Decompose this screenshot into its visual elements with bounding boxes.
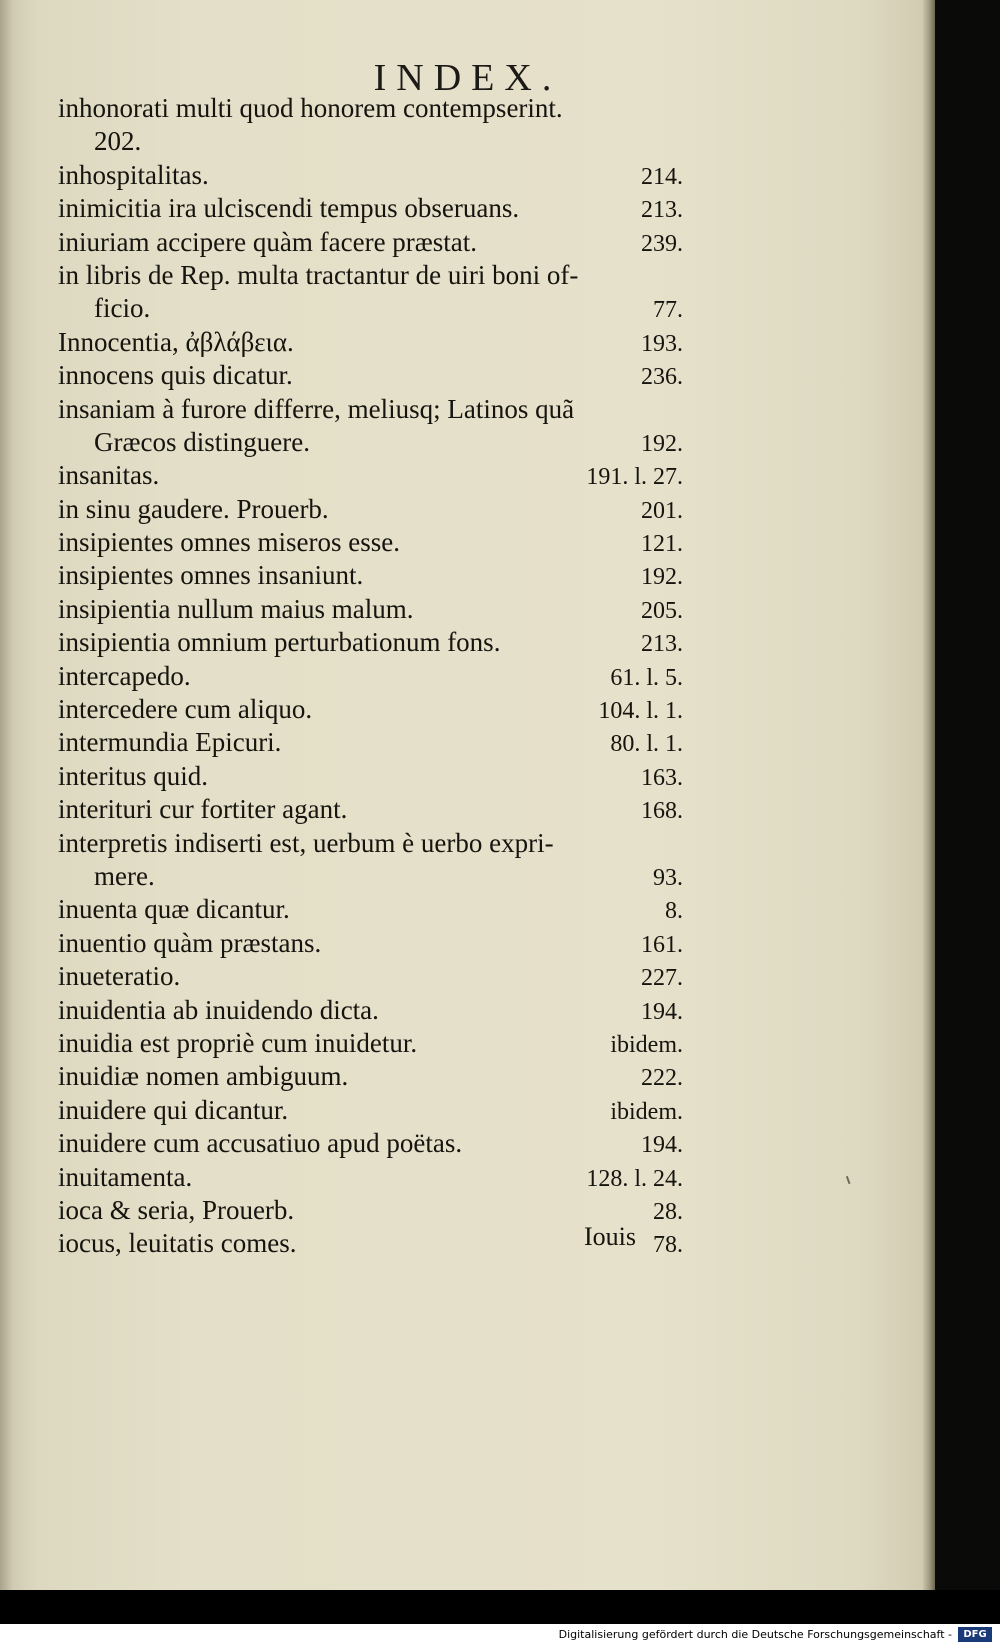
index-entry	[58, 793, 683, 826]
index-entry	[58, 393, 683, 426]
index-entry	[58, 827, 683, 860]
index-page-ref: 222.	[641, 1065, 683, 1092]
index-page-ref: 213.	[641, 197, 683, 224]
index-term: inuitamenta.	[58, 1161, 193, 1192]
index-term: inuidere qui dicantur.	[58, 1094, 289, 1125]
index-entry	[58, 359, 683, 392]
index-term: inhonorati multi quod honorem contempserint.	[58, 93, 563, 123]
index-term: intercapedo.	[58, 660, 191, 691]
index-term: intermundia Epicuri.	[58, 727, 282, 758]
index-page-ref: 61. l. 5.	[610, 664, 683, 691]
catchword: Iouis	[584, 1222, 636, 1251]
index-term: interpretis indiserti est, uerbum è uerbo expri-	[58, 827, 554, 858]
index-term: insipientia nullum maius malum.	[58, 593, 414, 624]
index-term: interitus quid.	[58, 760, 208, 791]
index-term: intercedere cum aliquo.	[58, 694, 313, 725]
index-page-ref: 201.	[641, 497, 683, 524]
index-entry	[58, 726, 683, 759]
index-term: inuentio quàm præstans.	[58, 927, 322, 958]
index-term: ficio.	[94, 293, 151, 324]
index-term: Innocentia, ἀβλάβεια.	[58, 326, 294, 357]
index-page-ref: 239.	[641, 230, 683, 257]
index-term: in sinu gaudere. Prouerb.	[58, 493, 329, 524]
index-term: inuenta quæ dicantur.	[58, 894, 290, 925]
index-entry	[58, 159, 683, 192]
index-page-ref: ibidem.	[610, 1031, 683, 1058]
index-entry	[58, 860, 683, 893]
index-term: inhospitalitas.	[58, 159, 209, 190]
footer-credit: Digitalisierung gefördert durch die Deutsche Forschungsgemeinschaft -	[558, 1628, 952, 1641]
index-term: Græcos distinguere.	[94, 426, 310, 457]
dfg-logo-icon: DFG	[958, 1627, 992, 1642]
index-entry	[58, 559, 683, 592]
index-page-ref: 194.	[641, 998, 683, 1025]
index-entry-list	[58, 92, 683, 1261]
index-entry	[58, 426, 683, 459]
index-page-ref: 194.	[641, 1132, 683, 1159]
index-entry	[58, 693, 683, 726]
index-term: inimicitia ira ulciscendi tempus obseruans.	[58, 193, 520, 224]
index-term: iniuriam accipere quàm facere præstat.	[58, 226, 478, 257]
index-page-ref: 168.	[641, 798, 683, 825]
index-page-ref: 193.	[641, 330, 683, 357]
index-page-ref: 77.	[653, 297, 683, 324]
index-entry	[58, 259, 683, 292]
index-entry	[58, 459, 683, 492]
index-term: inuidere cum accusatiuo apud poëtas.	[58, 1128, 463, 1159]
index-entry	[58, 292, 683, 325]
index-term: insipientia omnium perturbationum fons.	[58, 627, 501, 658]
index-term: inueteratio.	[58, 961, 181, 992]
index-page-ref: 213.	[641, 631, 683, 658]
index-entry	[58, 1094, 683, 1127]
index-term: innocens quis dicatur.	[58, 360, 293, 391]
index-page-ref: 163.	[641, 764, 683, 791]
ink-mark	[846, 1174, 856, 1184]
index-entry	[58, 927, 683, 960]
index-term: insipientes omnes miseros esse.	[58, 527, 400, 558]
index-term: inuidiæ nomen ambiguum.	[58, 1061, 349, 1092]
index-entry	[58, 526, 683, 559]
index-term: insaniam à furore differre, meliusq; Latinos quã	[58, 393, 575, 424]
index-entry	[58, 893, 683, 926]
index-page-ref: 128. l. 24.	[586, 1165, 683, 1192]
index-term: inuidentia ab inuidendo dicta.	[58, 994, 379, 1025]
index-page-ref: 28.	[653, 1198, 683, 1225]
index-entry	[58, 660, 683, 693]
index-term: in libris de Rep. multa tractantur de uiri boni of-	[58, 259, 579, 290]
index-entry	[58, 125, 683, 158]
index-entry	[58, 92, 683, 125]
index-entry	[58, 192, 683, 225]
index-page-ref: 236.	[641, 364, 683, 391]
index-page-ref: 192.	[641, 564, 683, 591]
index-page-ref: 8.	[665, 898, 683, 925]
page-fore-edge	[922, 0, 935, 1590]
index-page-ref: 93.	[653, 864, 683, 891]
index-entry	[58, 994, 683, 1027]
index-page-ref: 78.	[653, 1232, 683, 1259]
index-page-ref: ibidem.	[610, 1098, 683, 1125]
page-gutter-shadow	[0, 0, 14, 1590]
index-entry	[58, 1161, 683, 1194]
index-term: inuidia est propriè cum inuidetur.	[58, 1027, 418, 1058]
index-entry	[58, 760, 683, 793]
index-entry	[58, 593, 683, 626]
index-term: 202.	[94, 126, 142, 157]
running-head: INDEX.	[373, 57, 562, 99]
index-entry	[58, 226, 683, 259]
index-term: ioca & seria, Prouerb.	[58, 1194, 295, 1225]
index-term: mere.	[94, 860, 155, 891]
index-term: insipientes omnes insaniunt.	[58, 560, 364, 591]
index-page-ref: 191. l. 27.	[586, 464, 683, 491]
index-page-ref: 121.	[641, 531, 683, 558]
index-entry	[58, 626, 683, 659]
index-page-ref: 205.	[641, 597, 683, 624]
index-entry	[58, 1127, 683, 1160]
index-page-ref: 214.	[641, 163, 683, 190]
index-page-ref: 80. l. 1.	[610, 731, 683, 758]
index-term: iocus, leuitatis comes.	[58, 1228, 297, 1259]
index-entry	[58, 1060, 683, 1093]
index-page-ref: 104. l. 1.	[598, 698, 683, 725]
index-page-ref: 192.	[641, 430, 683, 457]
index-term: insanitas.	[58, 460, 160, 491]
index-term: interituri cur fortiter agant.	[58, 794, 348, 825]
index-page-ref: 227.	[641, 965, 683, 992]
index-entry	[58, 960, 683, 993]
index-page-ref: 161.	[641, 931, 683, 958]
index-entry	[58, 1027, 683, 1060]
index-entry	[58, 326, 683, 359]
index-entry	[58, 493, 683, 526]
